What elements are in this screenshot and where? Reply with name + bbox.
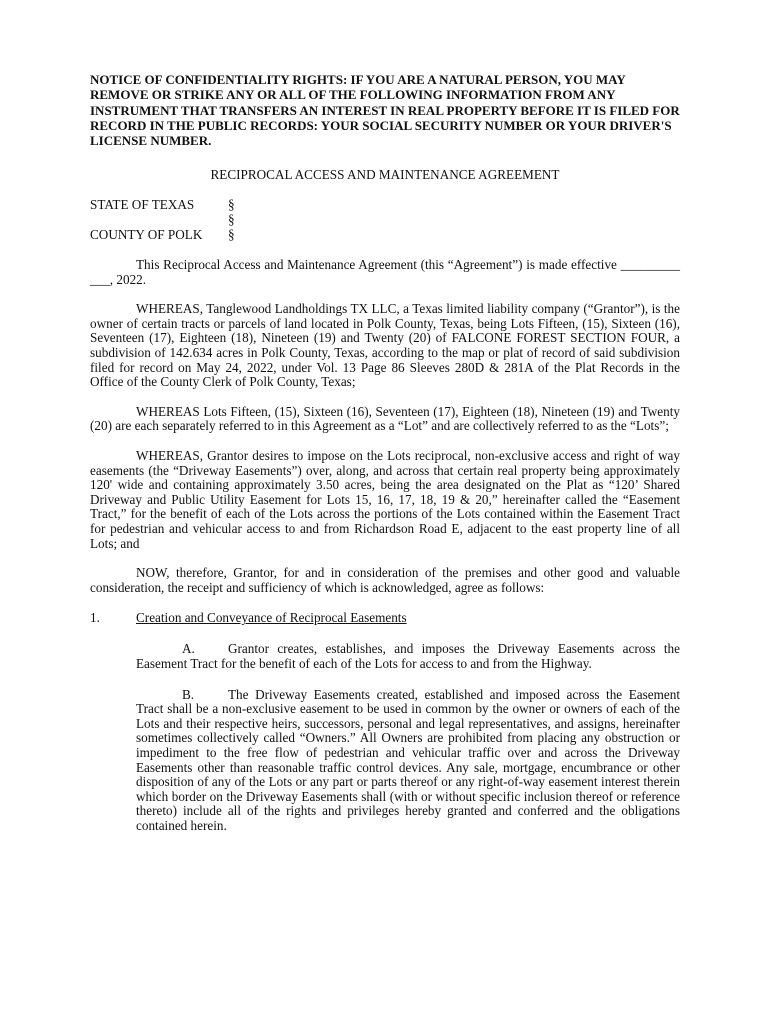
venue-block <box>90 198 680 243</box>
document-title: RECIPROCAL ACCESS AND MAINTENANCE AGREEMENT <box>210 167 560 183</box>
section-mark: § <box>228 212 235 228</box>
intro-paragraph: This Reciprocal Access and Maintenance Agreement (this “Agreement”) is made effective _________ ___, 2022. <box>90 257 680 287</box>
venue-county: COUNTY OF POLK <box>90 227 203 243</box>
section-1-heading <box>90 611 680 626</box>
venue-state: STATE OF TEXAS <box>90 197 195 213</box>
whereas-paragraph-3: WHEREAS, Grantor desires to impose on the Lots reciprocal, non-exclusive access and right of way easements (the “Driveway Easements”) over, along, and across that certain real property being approximately 120' wide and containing approximately 3.50 acres, being the area designated on the Plat as “120’ Shared Driveway and Public Utility Easement for Lots 15, 16, 17, 18, 19 & 20,” hereinafter called the “Easement Tract,” for the benefit of each of the Lots across the portions of the Lots contained within the Easement Tract for pedestrian and vehicular access to and from Richardson Road E, adjacent to the east property line of all Lots; and <box>90 448 680 551</box>
subsection-a-text: Grantor creates, establishes, and imposes the Driveway Easements across the Easement Tract for the benefit of each of the Lots for access to and from the Highway. <box>136 641 680 671</box>
document-page <box>90 72 680 833</box>
section-number: 1. <box>90 610 100 626</box>
subsection-a <box>136 642 680 671</box>
whereas-paragraph-1: WHEREAS, Tanglewood Landholdings TX LLC, a Texas limited liability company (“Grantor”), is the owner of certain tracts or parcels of land located in Polk County, Texas, being Lots Fifteen, (15), Sixteen (16), Seventeen (17), Eighteen (18), Nineteen (19) and Twenty (20) of FALCONE FOREST SECTION FOUR, a subdivision of 142.634 acres in Polk County, Texas, according to the map or plat of record of said subdivision filed for record on May 24, 2022, under Vol. 13 Page 86 Sleeves 280D & 281A of the Plat Records in the Office of the County Clerk of Polk County, Texas; <box>90 301 680 390</box>
whereas-paragraph-2: WHEREAS Lots Fifteen, (15), Sixteen (16), Seventeen (17), Eighteen (18), Nineteen (19) and Twenty (20) are each separately referred to in this Agreement as a “Lot” and are collectively referred to as the “Lots”; <box>90 403 680 434</box>
subsection-b-text: The Driveway Easements created, established and imposed across the Easement Tract shall be a non-exclusive easement to be used in common by the owner or owners of each of the Lots and their respective heirs, successors, personal and legal representatives, and assigns, hereinafter sometimes collectively called “Owners.” All Owners are prohibited from placing any obstruction or impediment to the free flow of pedestrian and vehicular traffic over and across the Driveway Easements other than reasonable traffic control devices. Any sale, mortgage, encumbrance or other disposition of any of the Lots or any part or parts thereof or any right-of-way easement interest therein which border on the Driveway Easements shall (with or without specific inclusion thereof or reference thereto) include all of the rights and privileges hereby granted and conferred and the obligations contained herein. <box>136 686 680 833</box>
section-mark: § <box>228 227 235 243</box>
subsection-b <box>136 688 680 834</box>
subsection-b-letter: B. <box>182 686 195 702</box>
section-mark: § <box>228 197 235 213</box>
now-therefore-paragraph: NOW, therefore, Grantor, for and in consideration of the premises and other good and valuable consideration, the receipt and sufficiency of which is acknowledged, agree as follows: <box>90 565 680 595</box>
confidentiality-notice: NOTICE OF CONFIDENTIALITY RIGHTS: IF YOU ARE A NATURAL PERSON, YOU MAY REMOVE OR STRIKE ANY OR ALL OF THE FOLLOWING INFORMATION FROM ANY INSTRUMENT THAT TRANSFERS AN INTEREST IN REAL PROPERTY BEFORE IT IS FILED FOR RECORD IN THE PUBLIC RECORDS: YOUR SOCIAL SECURITY NUMBER OR YOUR DRIVER'S LICENSE NUMBER. <box>90 72 680 149</box>
subsection-a-letter: A. <box>182 641 195 657</box>
section-title: Creation and Conveyance of Reciprocal Easements <box>136 610 407 626</box>
